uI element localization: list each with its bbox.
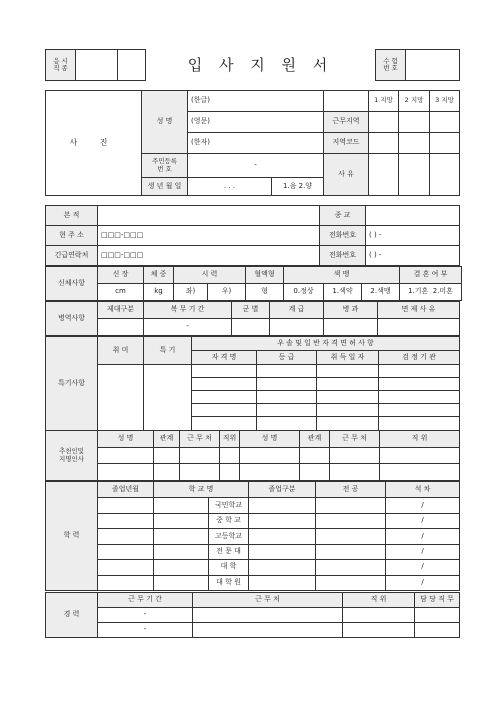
table-cell[interactable] (154, 529, 209, 544)
color-blind[interactable]: 2.색맹 (362, 284, 400, 301)
choice-blank (324, 91, 369, 112)
color-weak[interactable]: 1.색약 (324, 284, 362, 301)
skills-label: 특기사항 (46, 337, 98, 431)
table-cell[interactable] (220, 448, 240, 464)
work-area-2[interactable] (399, 112, 430, 133)
career-company-label: 근 무 처 (193, 593, 343, 608)
table-cell[interactable] (192, 365, 257, 378)
table-cell[interactable] (379, 404, 460, 417)
table-cell[interactable] (98, 575, 154, 590)
ref-office2-label: 근 무 처 (330, 431, 380, 448)
table-cell[interactable] (330, 448, 380, 464)
rrn-field[interactable]: - (188, 154, 324, 178)
ref-position2-label: 직 위 (380, 431, 460, 448)
applied-job-field[interactable] (76, 50, 118, 81)
career-duty-label: 담 당 직 무 (415, 593, 460, 608)
color-normal[interactable]: 0.정상 (284, 284, 324, 301)
applied-job-blank[interactable] (118, 50, 146, 81)
vision-left-field[interactable]: 좌) (174, 284, 208, 301)
rank-slash[interactable]: / (386, 529, 460, 544)
table-cell[interactable] (380, 448, 460, 464)
applied-job-label: 응 시 직 종 (46, 50, 76, 81)
edu-level: 고등학교 (209, 529, 249, 544)
table-cell[interactable] (193, 623, 343, 638)
table-cell[interactable] (192, 391, 257, 404)
header-table (45, 49, 460, 81)
grad-type-label: 졸업구분 (249, 482, 316, 498)
table-cell[interactable] (316, 529, 386, 544)
service-period-label: 복 무 기 간 (144, 302, 232, 319)
military-label: 병역사항 (46, 302, 98, 336)
table-cell[interactable] (257, 404, 317, 417)
table-cell[interactable] (154, 464, 180, 481)
edu-level: 중 학 교 (209, 513, 249, 528)
specialty-label: 병 과 (324, 302, 378, 319)
edu-level: 전 문 대 (209, 544, 249, 559)
color-blind-label: 색 맹 (284, 267, 400, 284)
weight-label: 체 중 (144, 267, 174, 284)
choice-3: 3 지망 (430, 91, 460, 112)
reason-2[interactable] (399, 154, 430, 196)
origin-label: 본 적 (46, 206, 98, 226)
table-cell[interactable] (379, 365, 460, 378)
cert-date-label: 취 득 일 자 (317, 351, 379, 365)
origin-field[interactable] (98, 206, 320, 226)
career-period-field[interactable]: - (98, 623, 193, 638)
branch-field[interactable] (232, 319, 270, 336)
table-cell[interactable] (257, 417, 317, 431)
table-cell[interactable] (316, 575, 386, 590)
emergency-field[interactable]: □□□-□□□ (98, 246, 320, 266)
referrer-label: 추천인및 지명인사 (46, 431, 98, 481)
table-cell[interactable] (249, 498, 316, 513)
exam-number-field[interactable] (406, 50, 460, 81)
military-table (45, 301, 460, 336)
table-cell[interactable] (343, 608, 415, 623)
cert-name-label: 자 격 명 (192, 351, 257, 365)
cert-grade-label: 등 급 (257, 351, 317, 365)
table-cell[interactable] (316, 560, 386, 575)
table-cell[interactable] (98, 560, 154, 575)
table-cell[interactable] (380, 464, 460, 481)
special-label: 특 기 (144, 337, 192, 365)
hobby-label: 취 미 (98, 337, 144, 365)
table-cell[interactable] (220, 464, 240, 481)
work-area-3[interactable] (430, 112, 460, 133)
emergency-label: 긴급연락처 (46, 246, 98, 266)
rank-slash[interactable]: / (386, 560, 460, 575)
table-cell[interactable] (257, 378, 317, 391)
religion-label: 종 교 (320, 206, 366, 226)
service-period-field[interactable]: - (144, 319, 232, 336)
personal-table (45, 90, 460, 196)
photo-box[interactable]: 사 진 (46, 91, 142, 196)
table-cell[interactable] (192, 404, 257, 417)
table-cell[interactable] (249, 529, 316, 544)
edu-level: 대 학 (209, 560, 249, 575)
table-cell[interactable] (98, 498, 154, 513)
exemption-field[interactable] (378, 319, 460, 336)
phone-label: 전화번호 (320, 226, 366, 246)
rrn-label: 주민등록 번 호 (142, 154, 188, 178)
emergency-phone-label: 전화번호 (320, 246, 366, 266)
table-cell[interactable] (316, 544, 386, 559)
table-cell[interactable] (193, 608, 343, 623)
table-cell[interactable] (240, 448, 300, 464)
marriage-field[interactable] (400, 284, 462, 301)
reason-3[interactable] (430, 154, 460, 196)
edu-level: 국민학교 (209, 498, 249, 513)
major-label: 전 공 (316, 482, 386, 498)
specialty-field[interactable] (324, 319, 378, 336)
name-hanja-field[interactable]: (한자) (188, 133, 324, 154)
ref-office-label: 근 무 처 (180, 431, 220, 448)
table-cell[interactable] (343, 623, 415, 638)
marriage-label: 결 혼 여 부 (400, 267, 462, 284)
ref-relation2-label: 관계 (300, 431, 330, 448)
table-cell[interactable] (98, 529, 154, 544)
table-cell[interactable] (98, 513, 154, 528)
referrer-table (45, 430, 460, 481)
table-cell[interactable] (379, 391, 460, 404)
rank-slash[interactable]: / (386, 513, 460, 528)
table-cell[interactable] (154, 560, 209, 575)
table-cell[interactable] (316, 498, 386, 513)
special-field[interactable] (144, 365, 192, 431)
rank-slash[interactable]: / (386, 544, 460, 559)
table-cell[interactable] (317, 417, 379, 431)
license-header: 우 솔 및 일 반 자 격 면 허 사 항 (192, 337, 460, 351)
ref-name2-label: 성 명 (240, 431, 300, 448)
table-cell[interactable] (379, 417, 460, 431)
table-cell[interactable] (240, 464, 300, 481)
table-cell[interactable] (300, 464, 330, 481)
address-field[interactable]: □□□-□□□ (98, 226, 320, 246)
vision-right-field[interactable]: 우) (208, 284, 246, 301)
physical-table (45, 266, 462, 301)
table-cell[interactable] (154, 448, 180, 464)
table-cell[interactable] (300, 448, 330, 464)
table-cell[interactable] (192, 378, 257, 391)
name-label: 성 명 (142, 91, 188, 154)
height-field[interactable]: cm (98, 284, 144, 301)
table-cell[interactable] (180, 448, 220, 464)
cert-issuer-label: 검 정 기 관 (379, 351, 460, 365)
table-cell[interactable] (257, 365, 317, 378)
name-english-field[interactable]: (영문) (188, 112, 324, 133)
reason-label: 사 유 (324, 154, 369, 196)
table-cell[interactable] (180, 464, 220, 481)
ref-name-label: 성 명 (98, 431, 154, 448)
height-label: 신 장 (98, 267, 144, 284)
table-cell[interactable] (317, 391, 379, 404)
grad-date-label: 졸업년월 (98, 482, 154, 498)
address-table (45, 205, 460, 266)
education-label: 학 력 (46, 482, 98, 591)
career-position-label: 직 위 (343, 593, 415, 608)
class-rank-label: 석 차 (386, 482, 460, 498)
table-cell[interactable] (192, 417, 257, 431)
ref-position-label: 직위 (220, 431, 240, 448)
table-cell[interactable] (249, 513, 316, 528)
table-cell[interactable] (98, 464, 154, 481)
area-code-2[interactable] (399, 133, 430, 154)
table-cell[interactable] (154, 513, 209, 528)
table-cell[interactable] (317, 404, 379, 417)
skills-table (45, 336, 460, 431)
physical-label: 신체사항 (46, 267, 98, 301)
edu-level: 대 학 원 (209, 575, 249, 590)
birth-field[interactable]: . . . (188, 178, 272, 196)
ref-relation-label: 관계 (154, 431, 180, 448)
table-cell[interactable] (98, 544, 154, 559)
reason-1[interactable] (369, 154, 399, 196)
emergency-phone-field[interactable]: ( ) - (366, 246, 460, 266)
table-cell[interactable] (415, 608, 460, 623)
blood-label: 혈액형 (246, 267, 284, 284)
career-period-field[interactable]: - (98, 608, 193, 623)
branch-label: 군 별 (232, 302, 270, 319)
school-name-label: 학 교 명 (154, 482, 249, 498)
vision-label: 시 력 (174, 267, 246, 284)
table-cell[interactable] (317, 378, 379, 391)
career-table (45, 592, 460, 638)
rank-slash[interactable]: / (386, 498, 460, 513)
lunar-solar-field[interactable]: 1.음 2.양 (272, 178, 324, 196)
area-code-3[interactable] (430, 133, 460, 154)
table-cell[interactable] (154, 575, 209, 590)
table-cell[interactable] (379, 378, 460, 391)
rank-slash[interactable]: / (386, 575, 460, 590)
area-code-1[interactable] (369, 133, 399, 154)
rank-label: 계 급 (270, 302, 324, 319)
work-area-label: 근무지역 (324, 112, 369, 133)
table-cell[interactable] (249, 560, 316, 575)
education-table (45, 481, 460, 591)
birth-label: 생 년 월 일 (142, 178, 188, 196)
address-label: 현 주 소 (46, 226, 98, 246)
area-code-label: 지역코드 (324, 133, 369, 154)
table-cell[interactable] (415, 623, 460, 638)
exemption-label: 면 제 사 유 (378, 302, 460, 319)
blood-field[interactable]: 형 (246, 284, 284, 301)
table-cell[interactable] (316, 513, 386, 528)
career-label: 경 력 (46, 593, 98, 638)
married-option[interactable]: 1.기혼 (408, 287, 429, 296)
hobby-field[interactable] (98, 365, 144, 431)
discharge-label: 제대구분 (98, 302, 144, 319)
table-cell[interactable] (257, 391, 317, 404)
discharge-field[interactable] (98, 319, 144, 336)
exam-number-label: 수 험 번 호 (376, 50, 406, 81)
table-cell[interactable] (98, 448, 154, 464)
single-option[interactable]: 2.미혼 (432, 287, 453, 296)
table-cell[interactable] (249, 544, 316, 559)
work-area-1[interactable] (369, 112, 399, 133)
table-cell[interactable] (154, 498, 209, 513)
table-cell[interactable] (249, 575, 316, 590)
career-period-label: 근 무 기 간 (98, 593, 193, 608)
religion-field[interactable] (366, 206, 460, 226)
table-cell[interactable] (317, 365, 379, 378)
table-cell[interactable] (154, 544, 209, 559)
rank-field[interactable] (270, 319, 324, 336)
phone-field[interactable]: ( ) - (366, 226, 460, 246)
weight-field[interactable]: kg (144, 284, 174, 301)
name-hangul-field[interactable]: (한글) (188, 91, 324, 112)
choice-2: 2 지망 (399, 91, 430, 112)
table-cell[interactable] (330, 464, 380, 481)
choice-1: 1 지망 (369, 91, 399, 112)
page-title: 입 사 지 원 서 (146, 50, 376, 81)
